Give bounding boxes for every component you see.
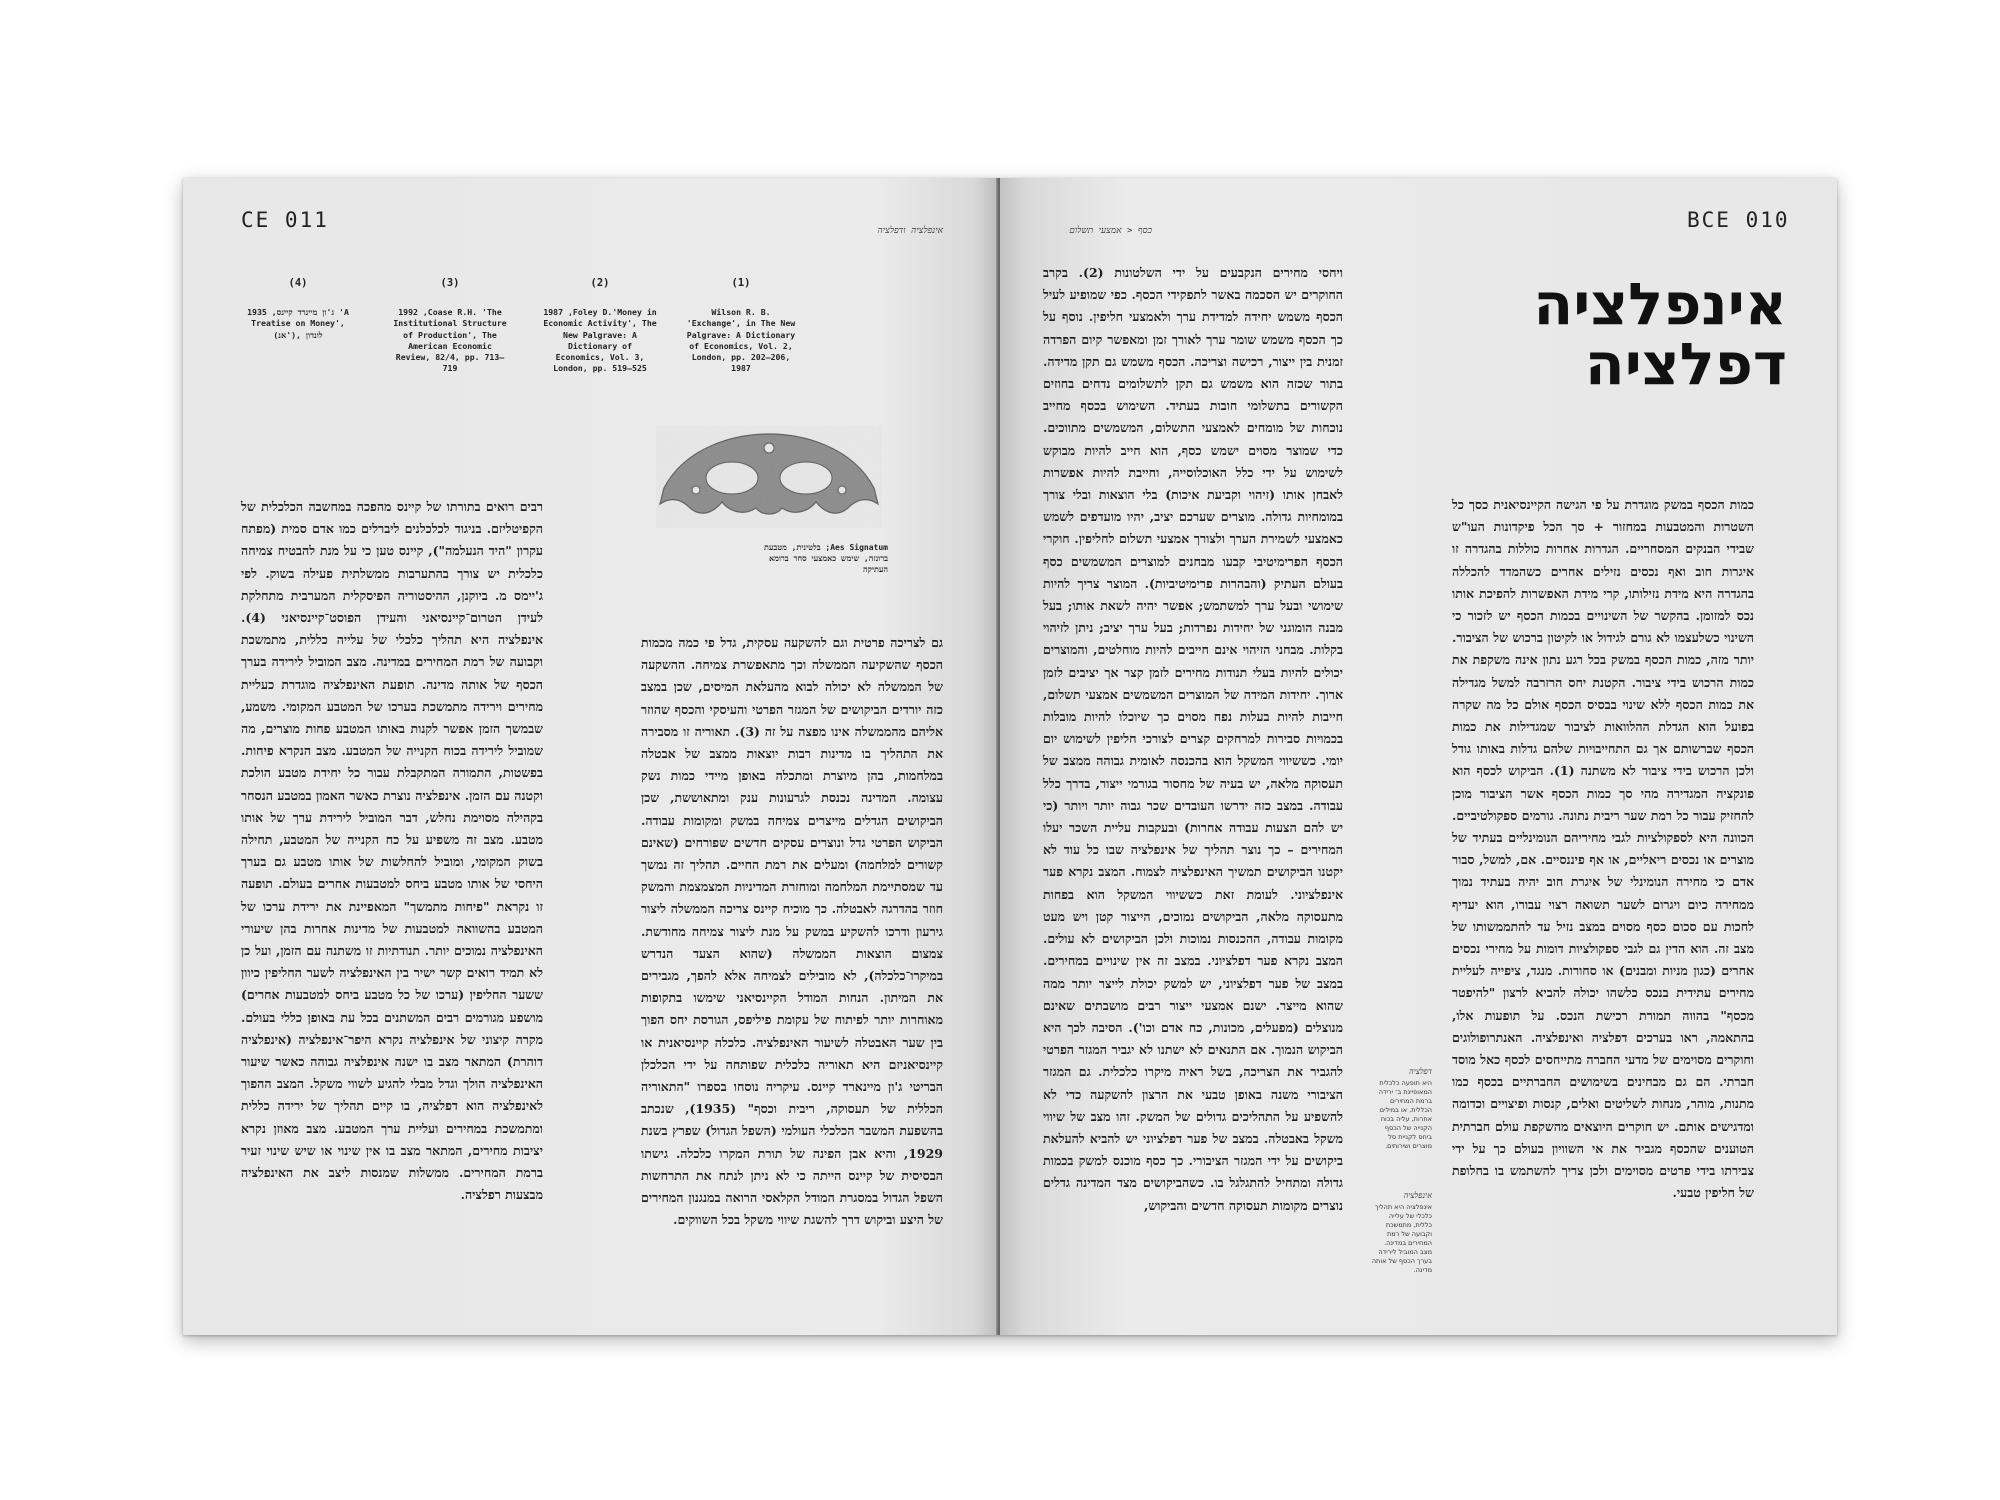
body-text: כמות הכסף במשק מוגדרת על פי הגישה הקיינסיאנית כסך כל השטרות והמטבעות במחזור + סך הכל פיקדונות העו"ש שבידי הבנקים המסחריים. הגדרות אחרות כוללות בהגדרה זו איגרות חוב ואף נכסים נזילים אחרים כשהמדד להכללה בהגדרה היא מידת נזילותו, קרי מידת האפשרות להפיכת אותו נכס למזומן. בהקשר של השינויים בכמות הכסף יש לזכור כי השינוי כשלעצמו לא גורם לגידול או לקיטון ברכוש של הציבור. יותר מזה, כמות הכסף במשק בכל רגע נתון אינה משקפת את כמות הרכוש בידי ציבור. הקטנת יחס הרזרבה למשל מגדילה את כמות הכסף ללא שינוי בבסיס הכסף אולם כל מה שקרה בפועל הוא הגדלת ההלוואות לציבור שמגדילות את כמות הכסף שברשותם אך גם התחייבויות שלהם גדלות באותו גודל ולכן הרכוש בידי ציבור לא משתנה (1). הביקוש לכסף הוא פונקציה המגדירה מהי סך כמות הכסף אשר הציבור מוכן להחזיק עבור כל רמת שער ריבית נתונה. גורמים ספקולטיביים. הכוונה היא לספקולציות לגבי מחיריהם הנומינליים בעתיד של מוצרים או נכסים ריאליים, או אף פיננסיים. אם, למשל, סבור אדם כי מחירה הנומינלי של איגרת חוב יהיה בעתיד נמוך ממחירה כיום ויגרום לשער תשואה רצוי עבורו, הוא יעדיף לחכות עם סכום כסף מסוים במצב נזיל עד להתממשותו של מצב זה. הוא הדין גם לגבי ספקולציות דומות על מחירי נכסים אחרים (כגון מניות ומבנים) או סחורות. מנגד, ציפייה לעליית מחירים עתידית בנכס כלשהו יכולה להביא לרצון "להיפטר מכסף" בהווה תמורת רכישת הנכס. על תופעות אלו, בהתאמה, ראו בערכים דפלציה ואינפלציה. האנתרופולוגים וחוקרים מסוימים של מדעי החברה מתייחסים לכסף כאל מוסד חברתי. הם גם מבחינים בשימושים החברתיים בכסף כמו מתנות, מוהר, מנחות לשליטים ואלים, קנסות ופיצויים וכדומה ומדגישים אותם. יש חוקרים היוצאים מהשקפת עולם חברתית הטוענים שהכסף מגביר את אי השוויון בעולם כך על ידי צבירתו בידי פרטים מסוימים ולכן צריך להשתמש בו בחלופת של חליפין טבעי.	[1452, 497, 1754, 1201]
reference-2-text: 1987 ,Foley D.'Money in Economic Activity', The New Palgrave: A Dictionary of Economics, Vol. 3, London, pp. 519–525	[543, 307, 657, 374]
reference-2	[541, 278, 659, 374]
reference-2-number: (2)	[590, 277, 610, 289]
page-folio-right: BCE 010	[1687, 208, 1790, 232]
image-caption: Aes Signatum; בלטינית, מטבעת ברונזה, שימש כאמצעי סחר ברומא העתיקה	[763, 543, 888, 574]
reference-1	[682, 278, 800, 374]
body-text: ויחסי מחירים הנקבעים על ידי השלטונות (2). בקרב החוקרים יש הסכמה באשר לתפקידי הכסף. כפי שמופיע לעיל הכסף משמש יחידה למדידת ערך ולאמצעי חליפין. נוסף על כך הכסף משמש שומר ערך לאורך זמן ומאפשר קיום הפרדה זמנית בין ייצור, רכישה וצריכה. הכסף משמש גם תקן מדידה. בתור שכזה הוא משמש גם תקן לתשלומים נדחים בחוזים הקשורים בתשלומי חובות בעתיד. השימוש בכסף מחייב נוכחות של מומחים לאמצעי התשלום, המשמשים מתווכים. כדי שמוצר מסוים ישמש כסף, הוא חייב להיות מבוקש לשימוש על ידי כלל האוכלוסייה, וחייבת להיות אפשרות לאבחן אותו (זיהוי וקביעת איכות) בלי הוצאות ובלי צורך במומחיות גדולה. מוצרים שערכם יציב, יהיו מועדפים לשמש כאמצעי לשמירת הערך ולצורך אמצעי תשלום לחליפין. חוקרי הכסף הפרימיטיבי קבעו מבחנים למוצרים המשמשים כסף בעולם העתיק (והבהרות פרימיטיביות). המוצר צריך להיות שימושי ובעל ערך למשתמש; אפשר יהיה לשאת אותו; בעל מבנה הומוגני של יחידות נפרדות; בעל ערך יציב; ניתן לזיהוי בקלות. מבחני הזיהוי אינם חייבים להיות מוחלטים, והמוצרים יכולים להיות בעלי תנודות מחירים לזמן קצר אך יציבים לזמן ארוך. יחידות המידה של המוצרים המשמשים אמצעי תשלום, חייבות להיות בעלות נפח מסוים כך שיוכלו להיות מובלות בכמויות סבירות למרחקים קצרים לצורכי חליפין לשימוש יום יומי. כששיווי המשקל הוא בהכנסה לאומית גבוהה ממצב של תעסוקה מלאה, יש בעיה של מחסור בגורמי ייצור, בדרך כלל עבודה. במצב כזה ידרשו העובדים שכר גבוה יותר ויותר (כי יש להם הצעות עבודה אחרות) ובעקבות עליית השכר יעלו המחירים – כך נוצר תהליך של אינפלציה שבו כל עוד לא יקטנו הביקושים תמשיך האינפלציה לצמוח. המצב נקרא פער אינפלציוני. לעומת זאת כששיווי המשקל הוא בפחות מתעסוקה מלאה, הביקושים נמוכים, הייצור קטן ויש מעט מקומות עבודה, ההכנסות נמוכות ולכן הביקושים לא עולים. המצב נקרא פער דפלציוני. במצב זה אין שינויים במחירים. במצב של פער דפלציוני, יש למשק יכולת לייצר יותר ממה שהוא מייצר. ישנם אמצעי ייצור רבים מושבתים שאינם מנוצלים (מפעלים, מכונות, כח אדם וכו'). הסיבה לכך היא הביקוש הנמוך. אם התנאים לא ישתנו לא יגביר המגזר הפרטי להגביר את הצריכה, בשל ראיה מיקרו כלכלית. גם המגזר הציבורי משנה באופן טבעי את הרצון להשקעה כדי לא להשפיע על התהליכים גדולים של המשק. זהו מצב של שיווי משקל באבטלה. במצב של פער דפלציוני יש להביא להעלאת ביקושים על ידי המגזר הציבורי. כך כסף מוכנס למשק בכמות גדולה ומתחיל להתגלגל בו. כשהביקושים מצד המדינה גדלים נוצרים מקומות תעסוקה חדשים והביקוש,	[1043, 265, 1343, 1213]
reference-4-text: ג'ון מיינרד קיינס, 1935 'A Treatise on Money', (אנ'), לונדון	[247, 307, 349, 340]
sidenote-text: היא תופעה כלכלית המאופיינת ב־ ירידה ברמת המחירים הכללית, או במילים אחרות, עליה בכוח הקנייה של הכסף ביחס לקניית סל מוצרים ושירותים.	[1378, 1079, 1432, 1150]
reference-3-number: (3)	[440, 277, 460, 289]
reference-3	[391, 278, 509, 374]
running-head-right: כסף < אמצעי תשלום	[1069, 226, 1152, 236]
page-folio-left: CE 011	[241, 208, 329, 232]
aes-signatum-image	[656, 426, 882, 528]
reference-1-text: Wilson R. B. 'Exchange', in The New Palgrave: A Dictionary of Economics, Vol. 2, London, pp. 202–206, 1987	[686, 307, 796, 374]
sidenote-text: אינפלציה היא תהליך כלכלי של עלייה כללית, מתמשכת וקבועה של רמת המחירים במדינה. מצב המוביל לירידה בערך הכסף של אותה מדינה.	[1371, 1203, 1432, 1274]
magazine-spread	[183, 178, 1837, 1335]
reference-1-number: (1)	[731, 277, 751, 289]
body-text: גם לצריכה פרטית וגם להשקעה עסקית, גדל פי כמה מכמות הכסף שהשקיעה הממשלה וכך מתאפשרת צמיחה. ההשקעה של הממשלה לא יכולה לבוא מהעלאת המיסים, שכן במצב כזה יורדים הביקושים של המגזר הפרטי והעיסקי והכסף שהוזר אליהם מהממשלה אינו מפצה על זה (3). תאוריה זו מסבירה את התהליך בו מדינות רבות יוצאות ממצב של אבטלה במלחמות, בהן מיוצרת ומתכלה באופן מיידי כמות נשק עצומה. המדינה נכנסת לגרעונות ענק ומתאוששת, שכן הביקושים הגדלים מייצרים צמיחה במשק ומקומות עבודה. הביקוש הפרטי גדל ונוצרים עסקים חדשים שפורחים (שאינם קשורים למלחמה) ומעלים את רמת החיים. תהליך זה נמשך עד שמסתיימת המלחמה ומוחזרת המדיניות המצמצמת והמשק חוזר בהדרגה לאבטלה. כך מוכיח קיינס צריכה הממשלה ליצור גירעון ודרכו להשקיע במשק על מנת ליצור צמיחה מחודשת. צמצום הוצאות הממשלה (שהוא הצעד הנדרש במיקרו־כלכלה), לא מובילים לצמיחה אלא להפך, מגבירים את המיתון. הנחות המודל הקיינסיאני שימשו בתקופות מאוחרות יותר לפיתוח של עקומת פיליפס, הגורסת יחס הפוך בין שער האבטלה לשיעור האינפלציה. כלכלה קיינסיאנית או קיינסיאניזם היא תאוריה כלכלית שפותחה על ידי הכלכלן הבריטי ג'ון מיינארד קיינס. עיקריה נוסחו בספרו "התאוריה הכללית של תעסוקה, ריבית וכסף" (1935), שנכתב בהשפעת המשבר הכלכלי העולמי (השפל הגדול) שפרץ בשנת 1929, והיא אבן הפינה של תורת המקרו כלכלה. גישתו הבסיסית של קיינס הייתה כי לא ניתן לנתח את התרחשות השפל הגדול במסגרת המודל הקלאסי הרואה במנגנון המחירים של היצע וביקוש דרך להשגת שיווי משקל בכל השווקים.	[641, 635, 943, 1228]
running-head-left: אינפלציה ודפלציה	[877, 226, 943, 236]
left-page-column-right	[241, 496, 543, 1281]
left-page	[183, 178, 998, 1335]
article-title	[1470, 270, 1787, 398]
sidenote-label: אינפלציה	[1403, 1191, 1432, 1200]
title-line-1: אינפלציה	[1533, 270, 1787, 338]
reference-3-text: 1992 ,Coase R.H. 'The Institutional Structure of Production', The American Economic Review, 82/4, pp. 713–719	[393, 307, 507, 374]
right-page-column-left	[1043, 262, 1343, 1282]
right-page-column-right	[1452, 494, 1754, 1282]
sidenote-deflation	[1370, 1067, 1432, 1151]
right-page	[1000, 178, 1837, 1335]
reference-4-number: (4)	[288, 277, 308, 289]
sidenote-label: דפלציה	[1408, 1067, 1432, 1076]
title-line-2: דפלציה	[1584, 330, 1787, 398]
left-page-column-left	[641, 632, 943, 1282]
body-text: רבים רואים בתורתו של קיינס מהפכה במחשבה הכלכלית של הקפיטליזם. בניגוד לכלכלנים ליברלים כמו אדם סמית (מפתח עקרון "היד הנעלמה"), קיינס טען כי על מנת להבטיח צמיחה כלכלית יש צורך בהתערבות ממשלתית פעילה בשוק. לפי ג'יימס מ. ביוקנן, ההיסטוריה הפיסקלית המערבית מתחלקת לעידן הטרום־קיינסיאני והעידן הפוסט־קיינסיאני (4). אינפלציה היא תהליך כלכלי של עלייה כללית, מתמשכת וקבועה של רמת המחירים במדינה. מצב המוביל לירידה בערך הכסף של אותה מדינה. תופעת האינפלציה מוגדרת כעליית מחירים וירידה מתמשכת בערכו של המטבע המקומי. משמע, שבמשך הזמן אפשר לקנות באותו המטבע פחות מוצרים, מה שמוביל לירידה בכוח הקנייה של המטבע. מצב הנקרא פיחות. בפשטות, התמורה המתקבלת עבור כל יחידת מטבע הולכת וקטנה עם הזמן. אינפלציה נוצרת כאשר האמון במטבע הנסחר בקהילה מסוימת נחלש, דבר המוביל לירידת ערך של אותו מטבע. מצב זה משפיע על כח הקנייה של המטבע, תחילה בשוק המקומי, ומוביל להחלשות של אותו מטבע גם בערך היחסי של אותו מטבע ביחס למטבעות אחרים בעולם. תופעה זו נקראת "פיחות מתמשך" המאפיינת את ירידת ערכו של המטבע בהשוואה למטבעות של מדינות אחרות בהן שיעורי האינפלציה נמוכים יותר. תנודתיות זו משתנה עם הזמן, ועל כן לא תמיד רואים קשר ישיר בין האינפלציה לשער החליפין כיוון ששער החליפין (ערכו של כל מטבע ביחס למטבעות אחרים) מושפע מגורמים רבים המשתנים בכל עת באופן כללי בעולם. מקרה קיצוני של אינפלציה נקרא היפר־אינפלציה (אינפלציה דוהרת) המתאר מצב בו ישנה אינפלציה גבוהה כאשר שיעור האינפלציה הולך וגדל מבלי להגיע לשווי משקל. המצב ההפוך לאינפלציה הוא דפלציה, בו קיים תהליך של ירידה כללית ומתמשכת במחירים ועליית ערך המטבע. מצב מאוזן נקרא יציבות מחירים, המתאר מצב בו אין שינוי או שיש שינוי זעיר ברמת המחירים. ממשלות שמנסות ליצב את האינפלציה מבצעות רפלציה.	[241, 499, 543, 1203]
reference-4	[239, 278, 357, 341]
sidenote-inflation	[1370, 1191, 1432, 1275]
